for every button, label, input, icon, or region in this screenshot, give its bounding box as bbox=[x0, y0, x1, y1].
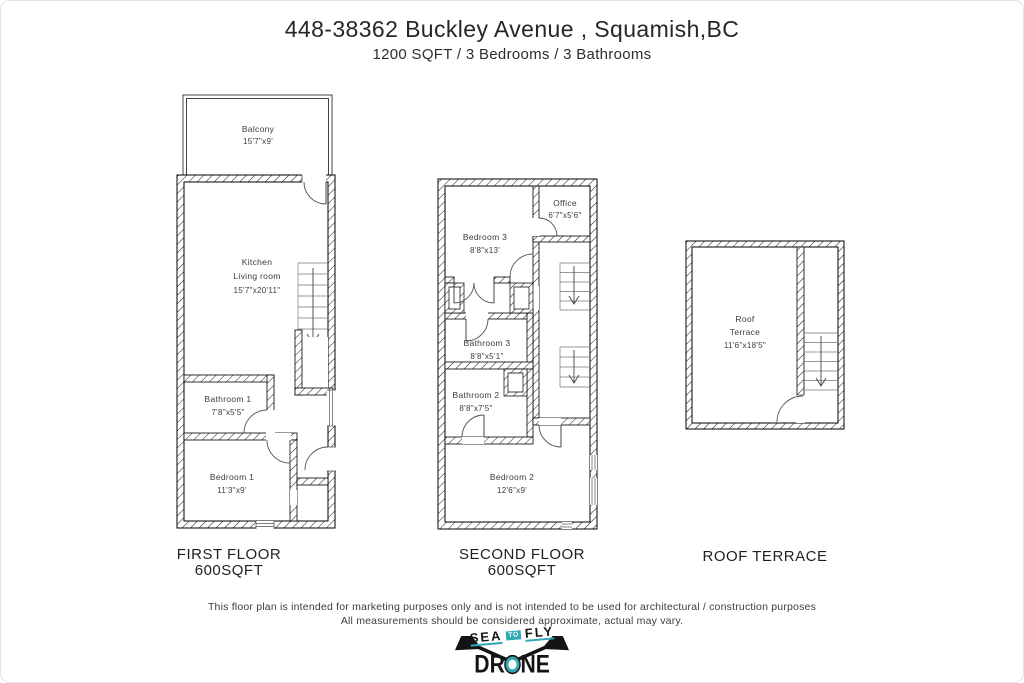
bedroom3-dims: 8'8"x13' bbox=[469, 246, 501, 255]
bathroom1-label: Bathroom 1 bbox=[204, 394, 252, 404]
bedroom1-door bbox=[266, 433, 291, 463]
drone-rotor-icon bbox=[506, 656, 520, 672]
logo-drone-dr: DR bbox=[474, 649, 505, 679]
wardrobes bbox=[445, 283, 533, 313]
bathroom3-door bbox=[466, 313, 488, 342]
stairs-down-arrow-upper bbox=[569, 266, 579, 304]
disclaimer-line-2: All measurements should be considered approximate, actual may vary. bbox=[340, 615, 684, 627]
sea-to-fly-drone-logo bbox=[447, 623, 577, 680]
stairs-down-arrow bbox=[307, 268, 319, 343]
page-title: 448-38362 Buckley Avenue , Squamish,BC bbox=[284, 16, 740, 42]
roof-terrace-caption-name: ROOF TERRACE bbox=[702, 548, 828, 565]
side-window bbox=[327, 390, 336, 426]
first-floor-staircase bbox=[298, 263, 328, 350]
balcony-dims: 15'7"x9' bbox=[242, 137, 274, 146]
shower-enclosure bbox=[504, 369, 527, 396]
kitchen-entry-door bbox=[302, 175, 326, 205]
roof-terrace-caption bbox=[685, 549, 845, 564]
bedroom3-label: Bedroom 3 bbox=[462, 232, 508, 242]
balcony-walls bbox=[183, 95, 332, 175]
office-label: Office bbox=[553, 198, 577, 208]
bathroom3-dims: 8'8"x5'1" bbox=[470, 352, 504, 361]
disclaimer bbox=[0, 600, 1024, 628]
roof-terrace-label-2: Terrace bbox=[729, 327, 761, 337]
bathroom2-label: Bathroom 2 bbox=[452, 390, 500, 400]
logo-drone-ne: NE bbox=[520, 649, 550, 679]
roof-staircase bbox=[804, 333, 838, 390]
second-floor-staircase bbox=[560, 263, 590, 387]
bathroom1-dims: 7'8"x5'5" bbox=[211, 408, 245, 417]
entry-door bbox=[305, 447, 336, 471]
bedroom2-dims: 12'6"x9' bbox=[496, 486, 528, 495]
roof-terrace-door bbox=[777, 395, 805, 423]
bathroom2-dims: 8'8"x7'5" bbox=[459, 404, 493, 413]
first-floor-caption bbox=[149, 547, 309, 578]
roof-terrace-label-1: Roof bbox=[735, 314, 755, 324]
office-dims: 6'7"x5'6" bbox=[548, 211, 582, 220]
bedroom1-window bbox=[256, 521, 274, 529]
first-floor-caption-sqft: 600SQFT bbox=[194, 562, 264, 579]
bathroom3-label: Bathroom 3 bbox=[463, 338, 511, 348]
bedroom2-hall-door bbox=[539, 418, 561, 447]
hall-opening bbox=[533, 286, 539, 310]
bedroom1-closet-opening bbox=[290, 490, 297, 505]
roof-outer-wall bbox=[686, 241, 844, 429]
stairs-down-arrow-lower bbox=[569, 350, 579, 383]
under-stair-closet bbox=[295, 330, 333, 395]
bedroom1-walls bbox=[290, 440, 328, 521]
balcony-label: Balcony bbox=[241, 124, 275, 134]
kitchen-label-2: Living room bbox=[233, 271, 281, 281]
second-floor-caption bbox=[442, 547, 602, 578]
stairs-down-arrow bbox=[816, 336, 826, 386]
logo-sea: SEA bbox=[469, 627, 503, 646]
bathroom2-door bbox=[462, 415, 484, 444]
bedroom1-dims: 11'3"x9' bbox=[217, 486, 247, 495]
logo-drone-word bbox=[474, 651, 550, 677]
roof-terrace-plan bbox=[682, 238, 848, 434]
page-subtitle: 1200 SQFT / 3 Bedrooms / 3 Bathrooms bbox=[372, 46, 652, 63]
second-floor-caption-sqft: 600SQFT bbox=[487, 562, 557, 579]
kitchen-label-1: Kitchen bbox=[241, 257, 273, 267]
second-floor-plan bbox=[436, 176, 602, 536]
kitchen-dims: 15'7"x20'11" bbox=[233, 286, 281, 295]
first-floor-caption-name: FIRST FLOOR bbox=[176, 546, 282, 563]
roof-terrace-dims: 11'6"x18'5" bbox=[723, 341, 767, 350]
bedroom2-label: Bedroom 2 bbox=[489, 472, 535, 482]
logo-fly: FLY bbox=[524, 623, 555, 641]
office-door bbox=[533, 218, 558, 236]
logo-to-badge: TO bbox=[506, 630, 521, 640]
bedroom3-door bbox=[510, 254, 533, 277]
disclaimer-line-1: This floor plan is intended for marketing purposes only and is not intended to be used for architectural / construction purposes bbox=[207, 601, 817, 613]
bedroom1-label: Bedroom 1 bbox=[209, 472, 255, 482]
second-floor-caption-name: SECOND FLOOR bbox=[458, 546, 585, 563]
bathroom1-door bbox=[244, 410, 275, 433]
logo-bottom-line bbox=[447, 649, 577, 679]
first-floor-plan bbox=[172, 88, 338, 538]
